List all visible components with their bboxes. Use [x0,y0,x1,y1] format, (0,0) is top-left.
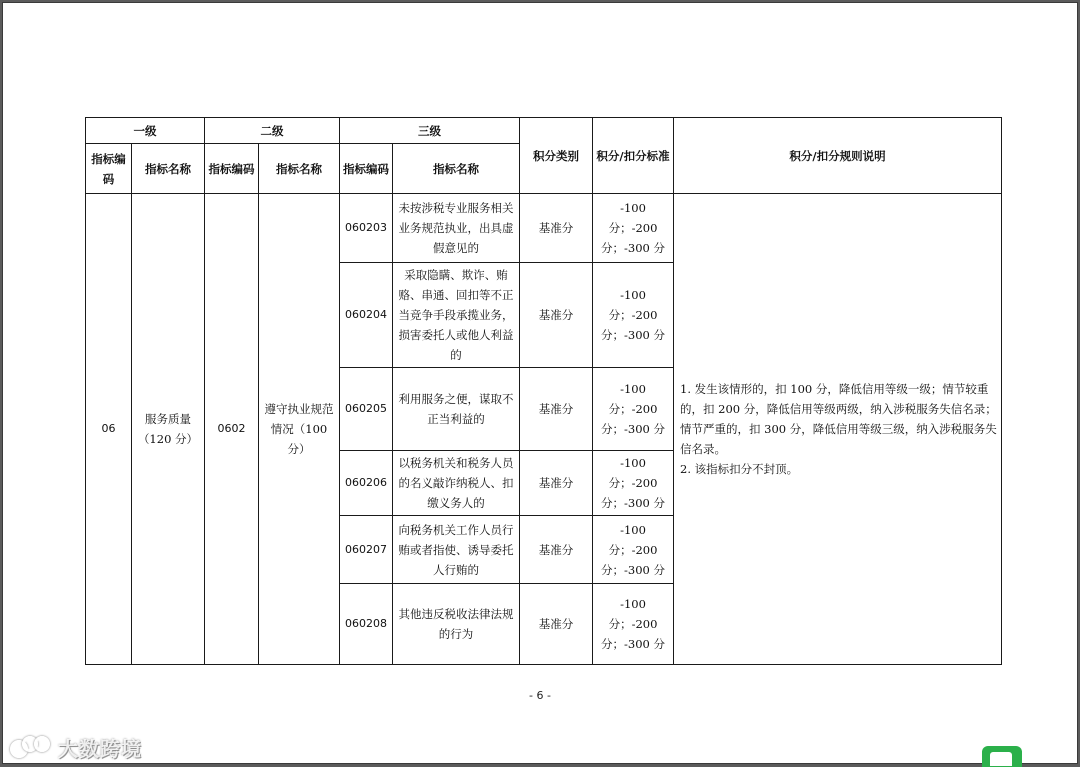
scoring-table [85,117,1002,665]
rule-line-1: 1. 发生该情形的，扣 100 分，降低信用等级一级；情节较重的，扣 200 分，降低信用等级两级，纳入涉税服务失信名录；情节严重的，扣 300 分，降低信用等级三级，纳入涉税服务失信名录。 [680,382,997,456]
header-standard: 积分/扣分标准 [593,118,674,194]
row-code: 060207 [340,516,393,584]
header-level3: 三级 [340,118,520,144]
header-level1-code: 指标编码 [86,144,132,194]
header-level3-name: 指标名称 [393,144,520,194]
header-level3-code: 指标编码 [340,144,393,194]
watermark [10,733,142,762]
row-name: 其他违反税收法律法规的行为 [393,584,520,665]
header-rule: 积分/扣分规则说明 [674,118,1002,194]
row-name: 未按涉税专业服务相关业务规范执业，出具虚假意见的 [393,194,520,263]
row-standard: -100 分；-200 分；-300 分 [593,194,674,263]
row-code: 060206 [340,451,393,516]
row-standard: -100 分；-200 分；-300 分 [593,451,674,516]
level2-name: 遵守执业规范情况（100 分） [259,194,340,665]
level1-name: 服务质量（120 分） [132,194,205,665]
row-category: 基准分 [520,194,593,263]
row-code: 060204 [340,263,393,368]
watermark-logo-icon [10,736,52,760]
app-logo-icon [982,746,1022,767]
row-name: 利用服务之便，谋取不正当利益的 [393,368,520,451]
header-level1-name: 指标名称 [132,144,205,194]
header-level1: 一级 [86,118,205,144]
row-name: 采取隐瞒、欺诈、贿赂、串通、回扣等不正当竞争手段承揽业务，损害委托人或他人利益的 [393,263,520,368]
row-category: 基准分 [520,584,593,665]
row-standard: -100 分；-200 分；-300 分 [593,516,674,584]
row-category: 基准分 [520,516,593,584]
row-category: 基准分 [520,368,593,451]
header-category: 积分类别 [520,118,593,194]
level2-code: 0602 [205,194,259,665]
row-standard: -100 分；-200 分；-300 分 [593,263,674,368]
rule-description [674,194,1002,665]
row-code: 060203 [340,194,393,263]
page-number: - 6 - [529,689,551,702]
row-code: 060205 [340,368,393,451]
header-level2: 二级 [205,118,340,144]
level1-code: 06 [86,194,132,665]
row-standard: -100 分；-200 分；-300 分 [593,368,674,451]
header-level2-name: 指标名称 [259,144,340,194]
table-row [86,194,1002,263]
header-row-1 [86,118,1002,144]
row-name: 以税务机关和税务人员的名义敲诈纳税人、扣缴义务人的 [393,451,520,516]
document-page [2,2,1078,764]
header-level2-code: 指标编码 [205,144,259,194]
row-code: 060208 [340,584,393,665]
rule-line-2: 2. 该指标扣分不封顶。 [680,462,799,476]
row-name: 向税务机关工作人员行贿或者指使、诱导委托人行贿的 [393,516,520,584]
watermark-text: 大数跨境 [58,737,142,761]
row-category: 基准分 [520,263,593,368]
row-standard: -100 分；-200 分；-300 分 [593,584,674,665]
row-category: 基准分 [520,451,593,516]
